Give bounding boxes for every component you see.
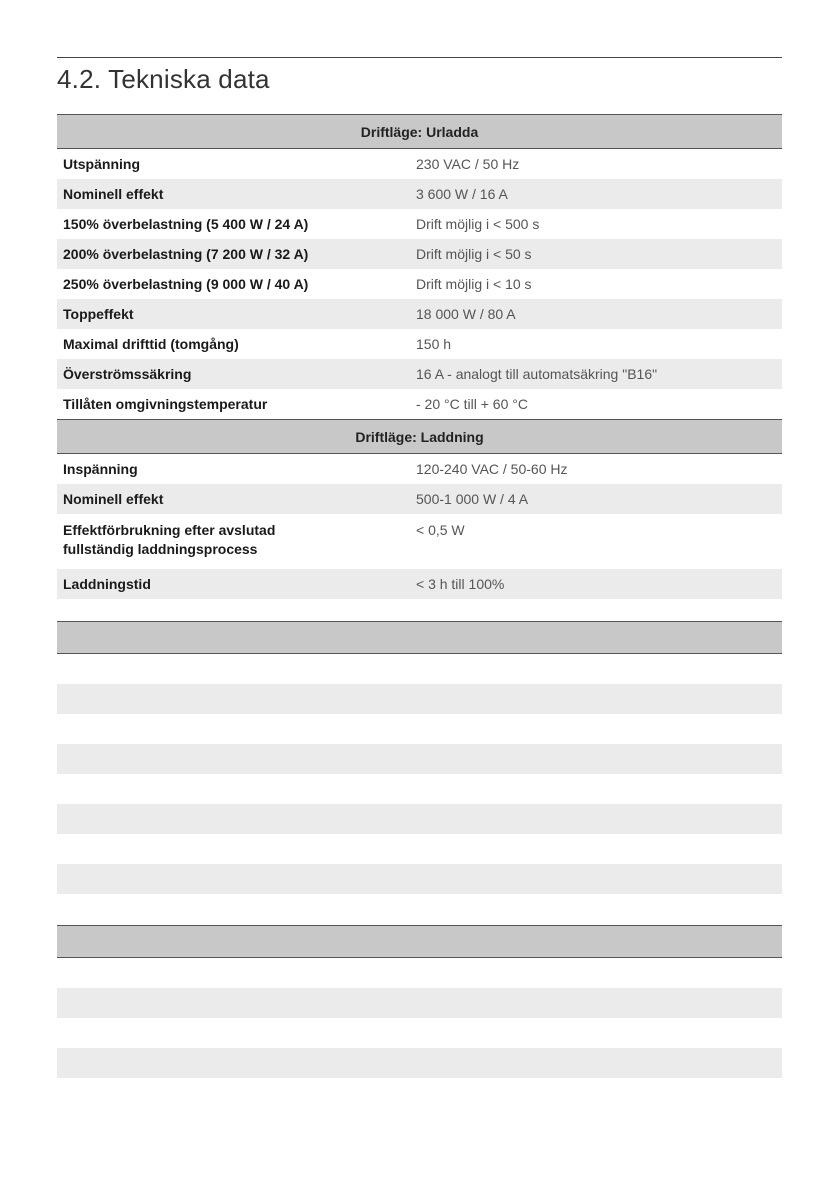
spec-label: Toppeffekt xyxy=(57,299,410,329)
discharge-table xyxy=(57,114,782,419)
spec-value: 3 600 W / 16 A xyxy=(410,179,782,209)
spec-value: 150 h xyxy=(416,336,452,352)
spec-label: Nominell effekt xyxy=(57,484,410,514)
table-row xyxy=(57,239,782,269)
empty-row xyxy=(57,894,782,924)
spec-value: Drift möjlig i < 10 s xyxy=(416,276,532,292)
empty-row xyxy=(57,1018,782,1048)
spec-label xyxy=(57,514,410,569)
empty-row xyxy=(57,864,782,894)
spec-label: Överströmssäkring xyxy=(57,359,410,389)
empty-row xyxy=(57,804,782,834)
spec-label-line: fullständig laddningsprocess xyxy=(63,541,258,557)
table-row xyxy=(57,149,782,180)
empty-table-header xyxy=(57,925,782,958)
spec-value: 120-240 VAC / 50-60 Hz xyxy=(416,461,568,477)
table-row xyxy=(57,179,782,209)
spec-label-line: Effektförbrukning efter avslutad xyxy=(63,522,276,538)
spec-value: 500-1 000 W / 4 A xyxy=(410,484,782,514)
empty-row xyxy=(57,988,782,1018)
spec-label: 200% överbelastning (7 200 W / 32 A) xyxy=(57,239,410,269)
spec-value: < 3 h till 100% xyxy=(410,569,782,599)
spec-value: 16 A - analogt till automatsäkring "B16" xyxy=(410,359,782,389)
charging-table xyxy=(57,419,782,599)
empty-table-header xyxy=(57,621,782,654)
empty-row xyxy=(57,654,782,684)
empty-table xyxy=(57,925,782,1078)
table-row xyxy=(57,484,782,514)
table-row xyxy=(57,454,782,485)
spec-label: Tillåten omgivningstemperatur xyxy=(63,396,268,412)
table-row xyxy=(57,569,782,599)
table-row xyxy=(57,299,782,329)
charging-header: Driftläge: Laddning xyxy=(57,420,782,454)
section-title: 4.2. Tekniska data xyxy=(57,64,270,94)
empty-row xyxy=(57,1048,782,1078)
spec-value: - 20 °C till + 60 °C xyxy=(416,396,528,412)
spec-label: Maximal drifttid (tomgång) xyxy=(63,336,239,352)
spec-label: Laddningstid xyxy=(57,569,410,599)
spec-label: Utspänning xyxy=(63,156,140,172)
table-row xyxy=(57,359,782,389)
spec-value: Drift möjlig i < 50 s xyxy=(410,239,782,269)
table-row xyxy=(57,329,782,359)
spec-value: 230 VAC / 50 Hz xyxy=(416,156,520,172)
spec-value: Drift möjlig i < 500 s xyxy=(416,216,540,232)
empty-row xyxy=(57,834,782,864)
empty-row xyxy=(57,714,782,744)
table-row xyxy=(57,209,782,239)
discharge-header: Driftläge: Urladda xyxy=(57,115,782,149)
table-row xyxy=(57,269,782,299)
spec-label: 150% överbelastning (5 400 W / 24 A) xyxy=(63,216,309,232)
table-row xyxy=(57,389,782,419)
empty-table xyxy=(57,621,782,924)
empty-row xyxy=(57,958,782,988)
empty-row xyxy=(57,744,782,774)
spec-label: Nominell effekt xyxy=(57,179,410,209)
spec-label: 250% överbelastning (9 000 W / 40 A) xyxy=(63,276,309,292)
empty-row xyxy=(57,684,782,714)
empty-row xyxy=(57,774,782,804)
spec-value: 18 000 W / 80 A xyxy=(410,299,782,329)
table-row xyxy=(57,514,782,569)
spec-label: Inspänning xyxy=(63,461,138,477)
spec-value: < 0,5 W xyxy=(416,522,465,538)
top-rule xyxy=(57,57,782,58)
